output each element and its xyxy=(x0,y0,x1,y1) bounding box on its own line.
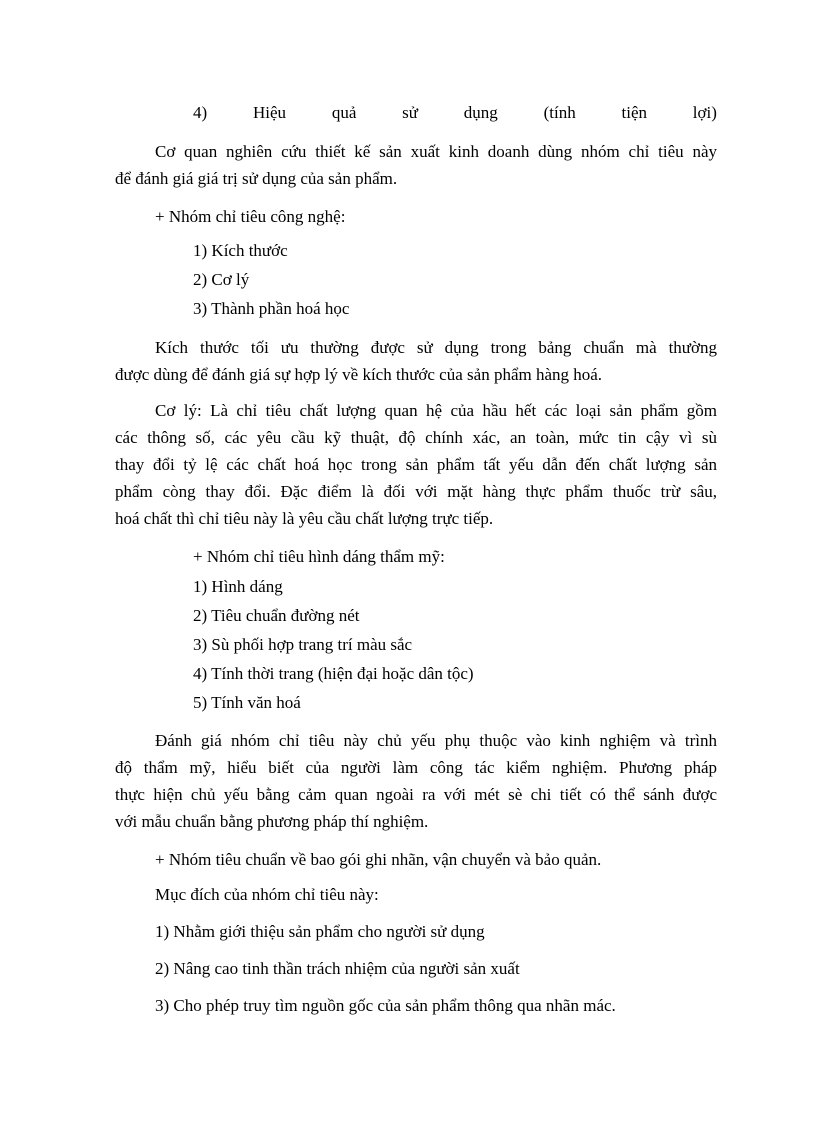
heading-word: 4) xyxy=(193,103,208,122)
paragraph-line: được dùng để đánh giá sự hợp lý về kích thước của sản phẩm hàng hoá. xyxy=(115,365,603,384)
paragraph-line: Đánh giá nhóm chỉ tiêu này chủ yếu phụ thuộc vào kinh nghiệm và trình xyxy=(155,731,717,750)
list-item: 1) Hình dáng xyxy=(193,577,283,596)
paragraph-line: hoá chất thì chỉ tiêu này là yêu cầu chất lượng trực tiếp. xyxy=(115,509,494,528)
heading-word: tiện xyxy=(621,103,647,122)
paragraph-line: Cơ lý: Là chỉ tiêu chất lượng quan hệ của hầu hết các loại sản phẩm gồm xyxy=(155,401,717,420)
paragraph-line: thực hiện chủ yếu bằng cảm quan ngoài ra với mét sè chi tiết có thể sánh được xyxy=(115,785,717,804)
paragraph-line: Kích thước tối ưu thường được sử dụng trong bảng chuẩn mà thường xyxy=(155,338,717,357)
list-item: 5) Tính văn hoá xyxy=(193,693,301,712)
list-item: 1) Nhằm giới thiệu sản phẩm cho người sử dụng xyxy=(155,922,485,941)
heading-word: (tính xyxy=(543,103,576,122)
list-item: 4) Tính thời trang (hiện đại hoặc dân tộc) xyxy=(193,664,474,683)
heading-word: quả xyxy=(331,103,357,122)
aesthetic-group-title: + Nhóm chỉ tiêu hình dáng thẩm mỹ: xyxy=(193,547,445,566)
heading-word: Hiệu xyxy=(252,103,287,122)
list-item: 3) Thành phần hoá học xyxy=(193,299,350,318)
list-item: 3) Sù phối hợp trang trí màu sắc xyxy=(193,635,413,654)
heading-word: lợi) xyxy=(692,103,717,122)
packaging-purpose: Mục đích của nhóm chỉ tiêu này: xyxy=(155,885,379,904)
list-item: 2) Tiêu chuẩn đường nét xyxy=(193,606,360,625)
tech-group-title: + Nhóm chỉ tiêu công nghệ: xyxy=(155,207,346,226)
list-item: 2) Cơ lý xyxy=(193,270,250,289)
list-item: 3) Cho phép truy tìm nguồn gốc của sản phẩm thông qua nhãn mác. xyxy=(155,996,616,1015)
paragraph-line: để đánh giá giá trị sử dụng của sản phẩm. xyxy=(115,169,398,188)
heading-word: dụng xyxy=(463,103,498,122)
list-item: 2) Nâng cao tinh thần trách nhiệm của người sản xuất xyxy=(155,959,520,978)
paragraph-line: các thông số, các yêu cầu kỹ thuật, độ chính xác, an toàn, mức tin cậy vì sù xyxy=(115,428,717,447)
paragraph-line: phẩm còng thay đổi. Đặc điểm là đối với mặt hàng thực phẩm thuốc trừ sâu, xyxy=(115,482,717,501)
paragraph-line: với mẫu chuẩn bằng phương pháp thí nghiệm. xyxy=(115,812,429,831)
list-item: 1) Kích thước xyxy=(193,241,288,260)
usage-efficiency-heading xyxy=(193,102,717,124)
paragraph-line: thay đổi tỷ lệ các chất hoá học trong sản phẩm tất yếu dẫn đến chất lượng sản xyxy=(115,455,717,474)
paragraph-line: độ thẩm mỹ, hiểu biết của người làm công tác kiểm nghiệm. Phương pháp xyxy=(115,758,717,777)
packaging-title: + Nhóm tiêu chuẩn về bao gói ghi nhãn, vận chuyển và bảo quản. xyxy=(155,850,602,869)
paragraph-line: Cơ quan nghiên cứu thiết kế sản xuất kinh doanh dùng nhóm chỉ tiêu này xyxy=(155,142,717,161)
heading-word: sử xyxy=(402,103,418,122)
